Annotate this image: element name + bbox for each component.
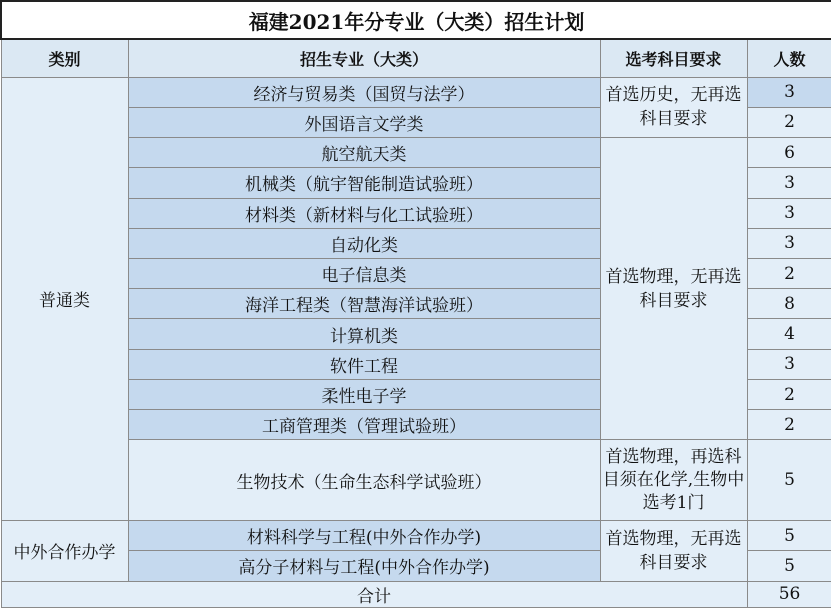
major-cell: 机械类（航宇智能制造试验班） bbox=[128, 168, 600, 198]
count-cell: 4 bbox=[747, 319, 831, 349]
count-cell: 2 bbox=[747, 259, 831, 289]
count-cell: 5 bbox=[747, 551, 831, 581]
major-cell: 计算机类 bbox=[128, 319, 600, 349]
count-cell: 3 bbox=[747, 168, 831, 198]
table-row bbox=[1, 521, 831, 551]
header-category: 类别 bbox=[1, 39, 128, 77]
count-cell: 3 bbox=[747, 349, 831, 379]
major-cell: 电子信息类 bbox=[128, 259, 600, 289]
total-count: 56 bbox=[747, 581, 831, 607]
major-cell: 航空航天类 bbox=[128, 138, 600, 168]
requirement-physics: 首选物理，无再选科目要求 bbox=[600, 138, 747, 440]
category-joint: 中外合作办学 bbox=[1, 521, 128, 581]
requirement-physics-chem: 首选物理，再选科目须在化学,生物中选考1门 bbox=[600, 440, 747, 521]
header-major: 招生专业（大类） bbox=[128, 39, 600, 77]
header-count: 人数 bbox=[747, 39, 831, 77]
count-cell: 2 bbox=[747, 379, 831, 409]
major-cell: 经济与贸易类（国贸与法学） bbox=[128, 77, 600, 107]
table-title: 福建2021年分专业（大类）招生计划 bbox=[1, 1, 831, 39]
count-cell: 2 bbox=[747, 107, 831, 137]
table-row bbox=[1, 77, 831, 107]
category-regular: 普通类 bbox=[1, 77, 128, 520]
total-row bbox=[1, 581, 831, 607]
count-cell: 3 bbox=[747, 198, 831, 228]
requirement-history: 首选历史，无再选科目要求 bbox=[600, 77, 747, 137]
count-cell: 6 bbox=[747, 138, 831, 168]
total-label: 合计 bbox=[1, 581, 747, 607]
count-cell: 2 bbox=[747, 410, 831, 440]
major-cell: 生物技术（生命生态科学试验班） bbox=[128, 440, 600, 521]
count-cell: 3 bbox=[747, 228, 831, 258]
major-cell: 自动化类 bbox=[128, 228, 600, 258]
major-cell: 柔性电子学 bbox=[128, 379, 600, 409]
count-cell: 8 bbox=[747, 289, 831, 319]
count-cell: 3 bbox=[747, 77, 831, 107]
major-cell: 海洋工程类（智慧海洋试验班） bbox=[128, 289, 600, 319]
requirement-physics-joint: 首选物理，无再选科目要求 bbox=[600, 521, 747, 581]
major-cell: 材料类（新材料与化工试验班） bbox=[128, 198, 600, 228]
major-cell: 材料科学与工程(中外合作办学) bbox=[128, 521, 600, 551]
major-cell: 工商管理类（管理试验班） bbox=[128, 410, 600, 440]
major-cell: 高分子材料与工程(中外合作办学) bbox=[128, 551, 600, 581]
major-cell: 软件工程 bbox=[128, 349, 600, 379]
count-cell: 5 bbox=[747, 440, 831, 521]
major-cell: 外国语言文学类 bbox=[128, 107, 600, 137]
header-requirement: 选考科目要求 bbox=[600, 39, 747, 77]
count-cell: 5 bbox=[747, 521, 831, 551]
